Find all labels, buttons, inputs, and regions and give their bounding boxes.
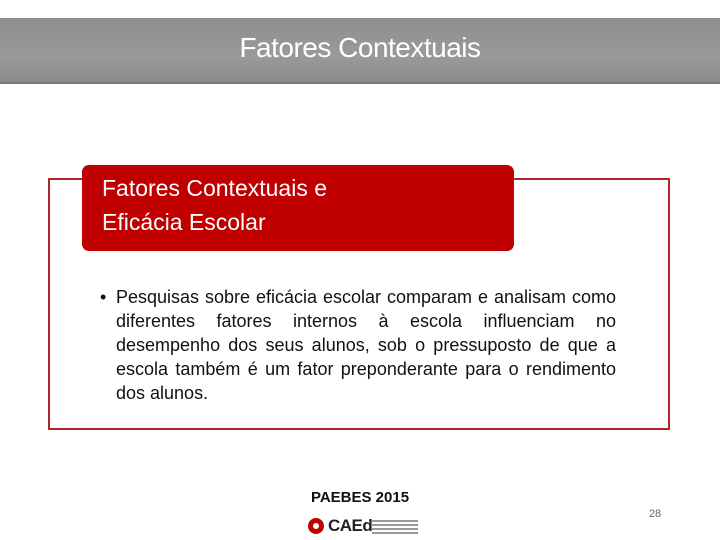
caed-logo xyxy=(308,516,418,536)
page-number: 28 xyxy=(648,508,662,520)
bullet-icon: • xyxy=(100,287,107,307)
slide-title: Fatores Contextuais xyxy=(239,32,481,63)
logo-text: CAEd xyxy=(328,516,373,535)
body-paragraph xyxy=(100,285,616,405)
logo-mark-icon xyxy=(308,518,324,534)
footer-label: PAEBES 2015 xyxy=(310,489,410,506)
body-text: Pesquisas sobre eficácia escolar comparam e analisam como diferentes fatores internos à escola influenciam no desempenho dos seus alunos, sob o pressuposto de que a escola também é um fator preponderante para o rendimento dos alunos. xyxy=(116,287,616,403)
section-heading-line-2: Eficácia Escolar xyxy=(102,209,266,235)
logo-fine-print xyxy=(372,520,418,534)
title-bar xyxy=(0,18,720,84)
section-heading-line-1: Fatores Contextuais e xyxy=(102,175,328,201)
section-heading-box xyxy=(82,165,514,251)
